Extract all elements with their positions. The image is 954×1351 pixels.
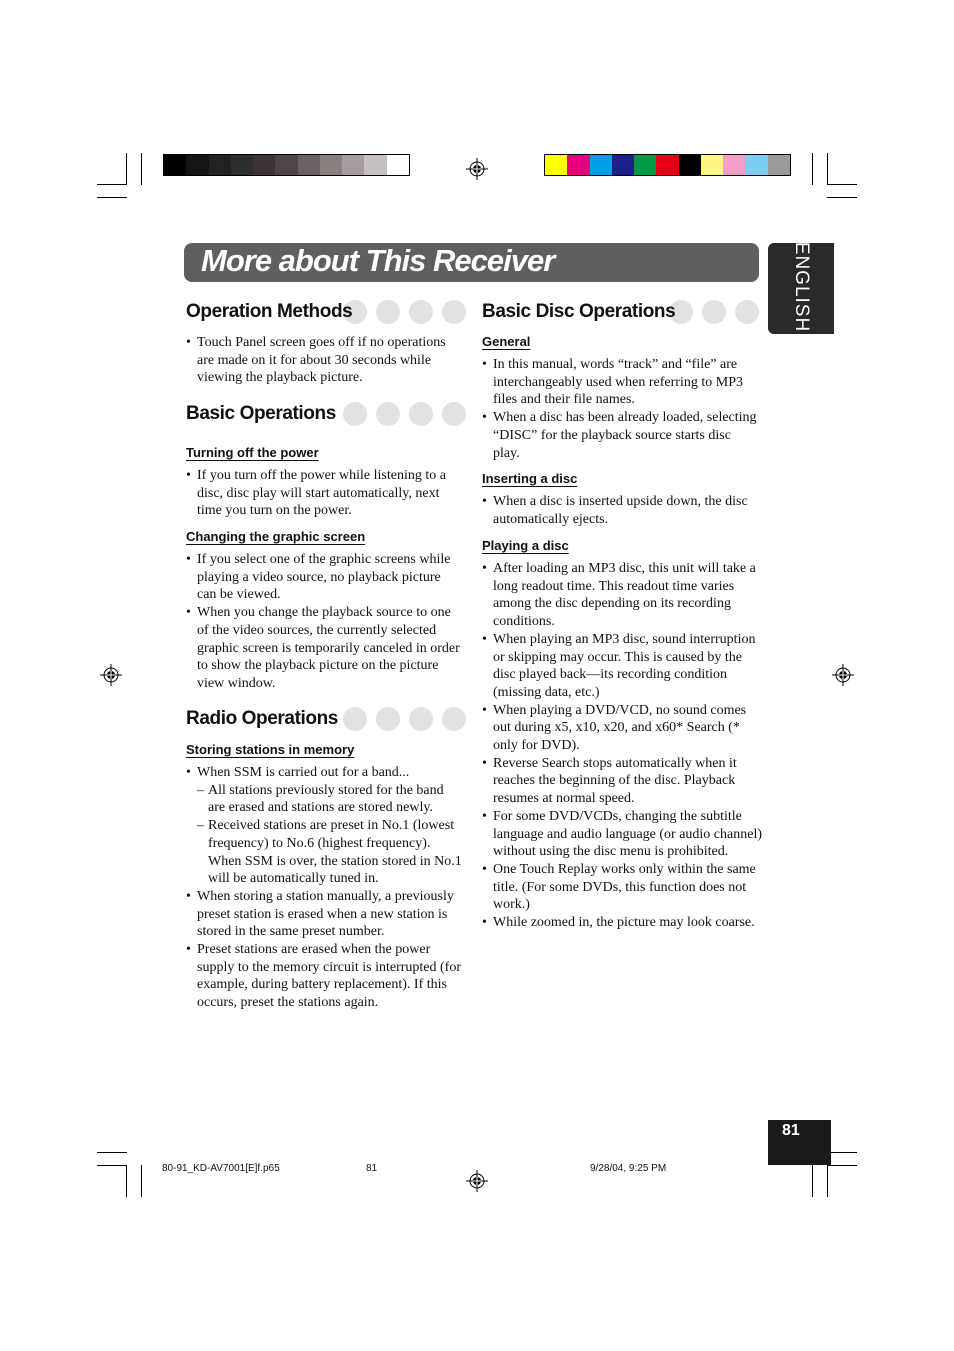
color-swatch	[364, 155, 386, 175]
color-swatch	[656, 155, 678, 175]
color-swatch	[253, 155, 275, 175]
color-swatch	[567, 155, 589, 175]
color-swatch	[634, 155, 656, 175]
changing-graphic-screen-text	[186, 551, 462, 693]
process-color-bar	[544, 154, 791, 176]
color-swatch	[679, 155, 701, 175]
subheading-changing-graphic-screen: Changing the graphic screen	[186, 529, 366, 544]
footer-filename: 80-91_KD-AV7001[E]f.p65	[162, 1163, 280, 1174]
list-item: • One Touch Replay works only within the same title. (For some DVDs, this function does not work.)	[482, 861, 762, 914]
list-item: • If you select one of the graphic screens while playing a video source, no playback picture can be viewed.	[186, 551, 462, 604]
color-swatch	[186, 155, 208, 175]
language-tab-label: ENGLISH	[791, 241, 812, 333]
list-item: • Touch Panel screen goes off if no operations are made on it for about 30 seconds while viewing the playback picture.	[186, 334, 462, 387]
page-number: 81	[782, 1122, 800, 1139]
color-swatch	[745, 155, 767, 175]
subheading-general: General	[482, 334, 531, 349]
section-heading-operation-methods	[186, 300, 463, 326]
list-item: • When storing a station manually, a previously preset station is erased when a new station is stored in the same preset number.	[186, 888, 464, 941]
crop-mark	[827, 1165, 857, 1166]
general-text	[482, 356, 760, 462]
section-title: Operation Methods	[186, 301, 353, 322]
section-title: Basic Disc Operations	[482, 301, 676, 322]
color-swatch	[275, 155, 297, 175]
list-item: • In this manual, words “track” and “file” are interchangeably used when referring to MP3 files and their file names.	[482, 356, 760, 409]
crop-mark	[812, 153, 813, 185]
registration-target-icon	[832, 664, 854, 686]
grayscale-color-bar	[163, 154, 410, 176]
sub-list-item: – Received stations are preset in No.1 (lowest frequency) to No.6 (highest frequency). When SSM is over, the station stored in No.1 will be automatically tuned in.	[197, 817, 464, 888]
crop-mark	[827, 153, 828, 185]
heading-decoration	[343, 300, 466, 324]
color-swatch	[342, 155, 364, 175]
color-swatch	[231, 155, 253, 175]
list-item: • When playing an MP3 disc, sound interruption or skipping may occur. This is caused by the disc played back—its recording condition (missing data, etc.)	[482, 631, 762, 702]
section-title: Radio Operations	[186, 708, 338, 729]
color-swatch	[298, 155, 320, 175]
list-item: • Reverse Search stops automatically when it reaches the beginning of the disc. Playback resumes at normal speed.	[482, 755, 762, 808]
color-swatch	[612, 155, 634, 175]
storing-stations-text	[186, 764, 464, 1012]
crop-mark	[97, 1165, 127, 1166]
registration-target-icon	[466, 158, 488, 180]
playing-disc-text	[482, 560, 762, 932]
list-item: • When a disc has been already loaded, selecting “DISC” for the playback source starts disc play.	[482, 409, 760, 462]
crop-mark	[141, 153, 142, 185]
page-title: More about This Receiver	[201, 243, 555, 278]
list-item: • When SSM is carried out for a band... – All stations previously stored for the band are erased and stations are stored newly. – Received stations are preset in No.1 (lowest frequency) to No.6 (highest frequency). When SSM is over, the station stored in No.1 will be automatically tuned in.	[186, 764, 464, 888]
color-swatch	[590, 155, 612, 175]
subheading-inserting-disc: Inserting a disc	[482, 471, 578, 486]
color-swatch	[209, 155, 231, 175]
registration-target-icon	[100, 664, 122, 686]
page-number-box	[768, 1120, 831, 1165]
crop-mark	[141, 1165, 142, 1197]
list-item: • Preset stations are erased when the power supply to the memory circuit is interrupted (for example, during battery replacement). If this occurs, preset the stations again.	[186, 941, 464, 1012]
crop-mark	[97, 1152, 127, 1153]
section-heading-radio-operations	[186, 707, 463, 733]
list-item: • When playing a DVD/VCD, no sound comes out during x5, x10, x20, and x60* Search (* only for DVD).	[482, 702, 762, 755]
inserting-disc-text	[482, 493, 760, 528]
crop-mark	[126, 1165, 127, 1197]
title-banner	[184, 243, 759, 282]
heading-decoration	[343, 707, 466, 731]
crop-mark	[827, 1152, 857, 1153]
list-item: • If you turn off the power while listening to a disc, disc play will start automatically, next time you turn on the power.	[186, 467, 462, 520]
crop-mark	[97, 197, 127, 198]
color-swatch	[387, 155, 409, 175]
crop-mark	[812, 1165, 813, 1197]
heading-decoration	[669, 300, 759, 324]
list-item: • While zoomed in, the picture may look coarse.	[482, 914, 762, 932]
list-item: • When a disc is inserted upside down, the disc automatically ejects.	[482, 493, 760, 528]
color-swatch	[164, 155, 186, 175]
crop-mark	[827, 1165, 828, 1197]
footer-page: 81	[366, 1163, 378, 1174]
color-swatch	[723, 155, 745, 175]
list-item: • For some DVD/VCDs, changing the subtitle language and audio language (or audio channel) without using the disc menu is prohibited.	[482, 808, 762, 861]
heading-decoration	[343, 402, 466, 426]
list-item: • After loading an MP3 disc, this unit will take a long readout time. This readout time varies among the disc depending on its recording conditions.	[482, 560, 762, 631]
subheading-storing-stations: Storing stations in memory	[186, 742, 355, 757]
registration-target-icon	[466, 1170, 488, 1192]
color-swatch	[701, 155, 723, 175]
footer-timestamp: 9/28/04, 9:25 PM	[590, 1163, 667, 1174]
section-heading-basic-disc-operations	[482, 300, 759, 326]
language-tab	[768, 243, 834, 334]
crop-mark	[827, 197, 857, 198]
section-heading-basic-operations	[186, 402, 463, 428]
color-swatch	[768, 155, 790, 175]
turning-off-power-text	[186, 467, 462, 520]
crop-mark	[827, 184, 857, 185]
section-title: Basic Operations	[186, 403, 336, 424]
subheading-turning-off-power: Turning off the power	[186, 445, 319, 460]
crop-mark	[126, 153, 127, 185]
color-swatch	[545, 155, 567, 175]
sub-list-item: – All stations previously stored for the band are erased and stations are stored newly.	[197, 782, 464, 817]
crop-mark	[97, 184, 127, 185]
color-swatch	[320, 155, 342, 175]
list-item: • When you change the playback source to one of the video sources, the currently selected graphic screen is temporarily canceled in order to show the playback picture on the picture view window.	[186, 604, 462, 693]
subheading-playing-disc: Playing a disc	[482, 538, 569, 553]
operation-methods-text	[186, 334, 462, 387]
